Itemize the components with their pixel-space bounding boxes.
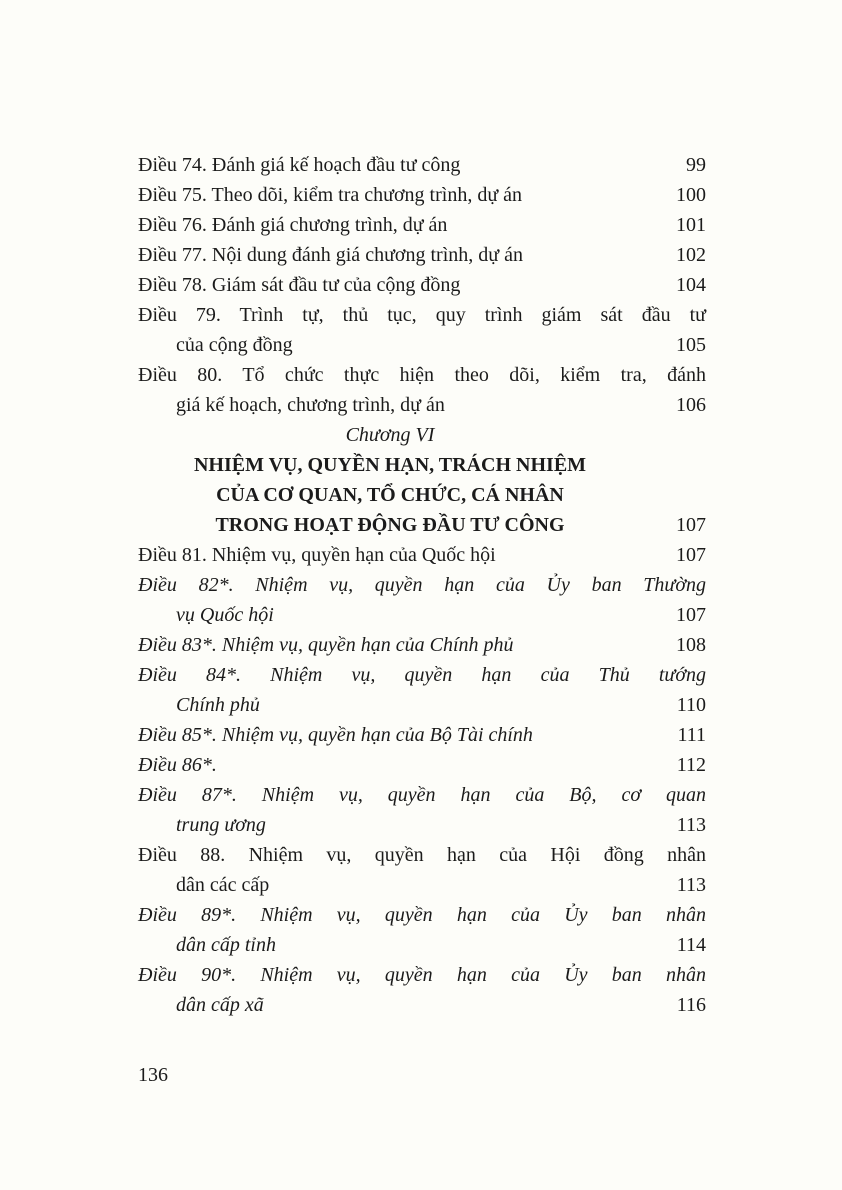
chapter-heading: [138, 420, 706, 450]
toc-page-number: 101: [676, 214, 706, 236]
toc-entry-text: vụ Quốc hội: [176, 604, 274, 626]
toc-entry-line: [138, 180, 706, 210]
toc-entry-line: [138, 300, 706, 330]
toc-entry-line: [138, 840, 706, 870]
toc-entry-text: Điều 81. Nhiệm vụ, quyền hạn của Quốc hội: [138, 544, 496, 566]
toc-entry-line: [138, 630, 706, 660]
toc-entry-line: [138, 720, 706, 750]
toc-page-number: 99: [686, 154, 706, 176]
toc-list: [138, 150, 706, 1020]
toc-entry-line: [138, 240, 706, 270]
toc-entry-text: Điều 86*.: [138, 754, 217, 776]
toc-page-number: 112: [676, 754, 706, 776]
toc-page-number: 111: [677, 724, 706, 746]
toc-page-number: 113: [676, 874, 706, 896]
toc-entry-text: Điều 88. Nhiệm vụ, quyền hạn của Hội đồng nhân: [138, 844, 706, 866]
toc-entry-line: [138, 360, 706, 390]
toc-page-number: 116: [676, 994, 706, 1016]
toc-page-number: 100: [676, 184, 706, 206]
chapter-title-line: [138, 510, 706, 540]
toc-page-number: 110: [676, 694, 706, 716]
toc-entry-text: giá kế hoạch, chương trình, dự án: [176, 394, 445, 416]
toc-entry-line: [138, 930, 706, 960]
toc-entry-text: trung ương: [176, 814, 266, 836]
toc-entry-text: Điều 89*. Nhiệm vụ, quyền hạn của Ủy ban nhân: [138, 904, 706, 926]
toc-entry-line: [138, 780, 706, 810]
toc-entry-line: [138, 660, 706, 690]
toc-entry-line: [138, 750, 706, 780]
page-number-spacer: [654, 420, 706, 450]
toc-page-number: 105: [676, 334, 706, 356]
toc-page-number: 113: [676, 814, 706, 836]
toc-entry-line: [138, 690, 706, 720]
toc-entry-line: [138, 870, 706, 900]
toc-entry-line: [138, 150, 706, 180]
toc-page-number: 104: [676, 274, 706, 296]
toc-entry-line: [138, 990, 706, 1020]
toc-entry-text: Điều 79. Trình tự, thủ tục, quy trình giám sát đầu tư: [138, 304, 706, 326]
toc-entry-text: Chính phủ: [176, 694, 260, 716]
toc-entry-text: dân các cấp: [176, 874, 270, 896]
toc-entry-text: dân cấp xã: [176, 994, 264, 1016]
toc-page-number: 107: [676, 544, 706, 566]
toc-entry-text: dân cấp tỉnh: [176, 934, 276, 956]
toc-entry-line: [138, 810, 706, 840]
chapter-title-text: NHIỆM VỤ, QUYỀN HẠN, TRÁCH NHIỆM: [193, 454, 587, 476]
toc-entry-line: [138, 900, 706, 930]
toc-entry-text: Điều 85*. Nhiệm vụ, quyền hạn của Bộ Tài chính: [138, 724, 533, 746]
toc-entry-line: [138, 540, 706, 570]
toc-entry-text: Điều 83*. Nhiệm vụ, quyền hạn của Chính phủ: [138, 634, 514, 656]
toc-entry-text: Điều 87*. Nhiệm vụ, quyền hạn của Bộ, cơ quan: [138, 784, 706, 806]
toc-entry-text: Điều 80. Tổ chức thực hiện theo dõi, kiểm tra, đánh: [138, 364, 706, 386]
toc-entry-text: Điều 90*. Nhiệm vụ, quyền hạn của Ủy ban nhân: [138, 964, 706, 986]
toc-entry-line: [138, 600, 706, 630]
chapter-label: Chương VI: [345, 424, 435, 446]
toc-entry-text: Điều 77. Nội dung đánh giá chương trình, dự án: [138, 244, 523, 266]
toc-entry-line: [138, 960, 706, 990]
toc-page-number: 102: [676, 244, 706, 266]
toc-entry-text: Điều 74. Đánh giá kế hoạch đầu tư công: [138, 154, 461, 176]
toc-entry-line: [138, 210, 706, 240]
toc-entry-text: Điều 84*. Nhiệm vụ, quyền hạn của Thủ tướng: [138, 664, 706, 686]
toc-page-number: 107: [676, 604, 706, 626]
toc-entry-line: [138, 330, 706, 360]
toc-entry-line: [138, 270, 706, 300]
chapter-title-text: TRONG HOẠT ĐỘNG ĐẦU TƯ CÔNG: [215, 514, 565, 536]
toc-page-number: 107: [676, 514, 706, 536]
toc-page-number: 106: [676, 394, 706, 416]
toc-entry-text: của cộng đồng: [176, 334, 293, 356]
toc-entry-text: Điều 82*. Nhiệm vụ, quyền hạn của Ủy ban Thường: [138, 574, 706, 596]
toc-page-number: 108: [676, 634, 706, 656]
toc-entry-text: Điều 75. Theo dõi, kiểm tra chương trình, dự án: [138, 184, 523, 206]
footer-page-number: 136: [138, 1064, 168, 1086]
chapter-title-line: [138, 480, 706, 510]
toc-entry-line: [138, 570, 706, 600]
toc-entry-text: Điều 76. Đánh giá chương trình, dự án: [138, 214, 448, 236]
chapter-title-text: CỦA CƠ QUAN, TỔ CHỨC, CÁ NHÂN: [216, 484, 564, 506]
toc-entry-text: Điều 78. Giám sát đầu tư của cộng đồng: [138, 274, 461, 296]
chapter-title-line: [138, 450, 706, 480]
toc-page-number: 114: [676, 934, 706, 956]
toc-entry-line: [138, 390, 706, 420]
